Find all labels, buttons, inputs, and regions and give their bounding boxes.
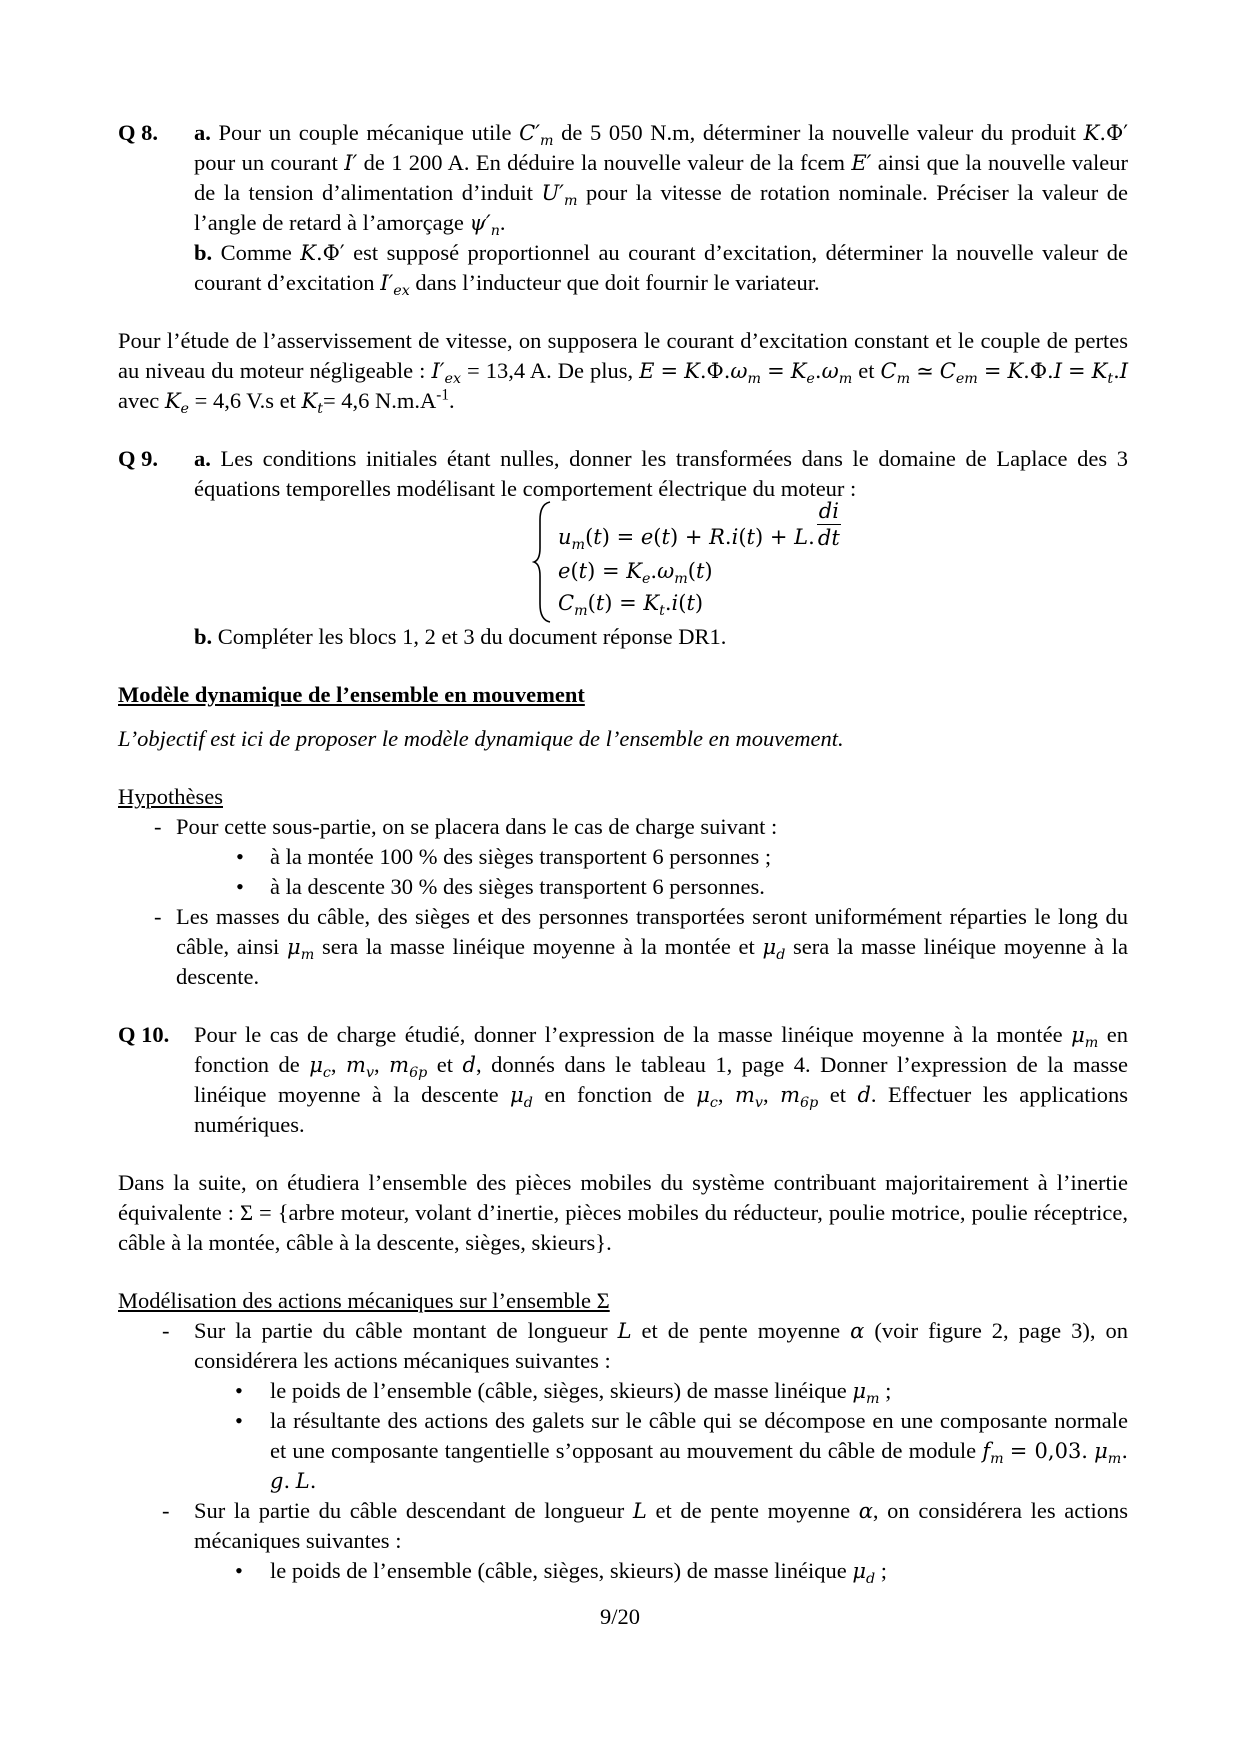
equation-3: $C_m(t) = K_t.i(t)$ xyxy=(558,591,704,620)
modelisation-item-2: - Sur la partie du câble descendant de longueur L et de pente moyenne α, on considérera les actions mécaniques suivantes : xyxy=(162,1498,1128,1553)
hypothesis-1: - Pour cette sous-partie, on se placera dans le cas de charge suivant : xyxy=(154,814,778,839)
question-8-b-rendered: b. Comme K.Φ′ est supposé proportionnel au courant d’excitation, déterminer la nouvelle valeur de courant d’excitation $I'_{ex}$ dans l’inducteur que doit fournir le variateur. xyxy=(194,240,1128,300)
hypothesis-bullet-2: • à la descente 30 % des sièges transportent 6 personnes. xyxy=(236,874,765,899)
question-9-part-a: a. Les conditions initiales étant nulles, donner les transformées dans le domaine de Laplace des 3 équations temporelles modélisant le comportement électrique du moteur : xyxy=(194,446,1128,501)
modelisation-title: Modélisation des actions mécaniques sur l’ensemble Σ xyxy=(118,1288,610,1313)
question-8-number: Q 8. xyxy=(118,120,159,145)
modelisation-bullet-2: • la résultante des actions des galets sur le câble qui se décompose en une composante normale et une composante tangentielle s’opposant au mouvement du câble de module $f_m = 0,03$. $\mu_m$. g. L. xyxy=(235,1408,1128,1493)
question-8 xyxy=(118,118,1128,298)
hypotheses-block xyxy=(118,782,1128,992)
modelisation-item-1: - Sur la partie du câble montant de longueur L et de pente moyenne α (voir figure 2, page 3), on considérera les actions mécaniques suivantes : xyxy=(162,1318,1128,1373)
question-8-a-rendered: a. Pour un couple mécanique utile $C'_m$ de 5 050 N.m, déterminer la nouvelle valeur du produit K.Φ′ pour un courant I′ de 1 200 A. En déduire la nouvelle valeur de la fcem E′ ainsi que la nouvelle valeur de la tension d’alimentation d’induit $U'_m$ pour la vitesse de rotation nominale. Préciser la valeur de l’angle de retard à l’amorçage $\psi'_n$. xyxy=(194,120,1128,240)
modelisation-bullet-1: • le poids de l’ensemble (câble, sièges, skieurs) de masse linéique $\mu_m$ ; xyxy=(235,1378,892,1408)
question-9 xyxy=(118,444,1128,652)
page-content xyxy=(118,118,1128,1586)
modelisation-bullet-3: • le poids de l’ensemble (câble, sièges, skieurs) de masse linéique $\mu_d$ ; xyxy=(235,1558,888,1588)
sigma-paragraph: Dans la suite, on étudiera l’ensemble des pièces mobiles du système contribuant majoritairement à l’inertie équivalente : Σ = {arbre moteur, volant d’inertie, pièces mobiles du réducteur, poulie motrice, poulie réceptrice, câble à la montée, câble à la descente, sièges, skieurs}. xyxy=(118,1170,1128,1255)
equation-system xyxy=(538,499,938,622)
objective-text: L’objectif est ici de proposer le modèle dynamique de l’ensemble en mouvement. xyxy=(118,726,844,751)
question-10-number: Q 10. xyxy=(118,1022,170,1047)
question-10 xyxy=(118,1020,1128,1140)
question-9-part-b: b. Compléter les blocs 1, 2 et 3 du document réponse DR1. xyxy=(194,624,727,649)
brace-icon xyxy=(532,500,554,624)
hypotheses-title: Hypothèses xyxy=(118,784,223,809)
equation-2: $e(t) = K_e.\omega_m(t)$ xyxy=(558,559,713,588)
modelisation-block xyxy=(118,1286,1128,1586)
page-number: 9/20 xyxy=(599,1604,640,1629)
section-title: Modèle dynamique de l’ensemble en mouvement xyxy=(118,682,585,707)
equation-1: $u_m(t) = e(t) + R.i(t) + L$. $\frac{di}{dt}$ xyxy=(558,499,840,554)
question-9-number: Q 9. xyxy=(118,446,159,471)
speed-control-intro: Pour l’étude de l’asservissement de vitesse, on supposera le courant d’excitation constant et le couple de pertes au niveau du moteur négligeable : $I'_{ex} = 13,4$ A. De plus, $E = K.\Phi.\omega_m = K_e.\omega_m$ et $C_m$ ≃ $C_{em} = K.\Phi.I = K_t.I$ avec $K_e = 4,6$ V.s et $K_t= 4,6$ $N.m.A^{-1}$. xyxy=(118,328,1129,418)
hypothesis-2: - Les masses du câble, des sièges et des personnes transportées seront uniformément réparties le long du câble, ainsi $\mu_m$ sera la masse linéique moyenne à la montée et $\mu_d$ sera la masse linéique moyenne à la descente. xyxy=(154,904,1128,989)
hypothesis-bullet-1: • à la montée 100 % des sièges transportent 6 personnes ; xyxy=(236,844,772,869)
question-10-text: Pour le cas de charge étudié, donner l’expression de la masse linéique moyenne à la montée $\mu_m$ en fonction de $\mu_c$, $m_v$, $m_{6p}$ et d, donnés dans le tableau 1, page 4. Donner l’expression de la masse linéique moyenne à la descente $\mu_d$ en fonction de $\mu_c$, $m_v$, $m_{6p}$ et d. Effectuer les applications numériques. xyxy=(194,1022,1129,1137)
